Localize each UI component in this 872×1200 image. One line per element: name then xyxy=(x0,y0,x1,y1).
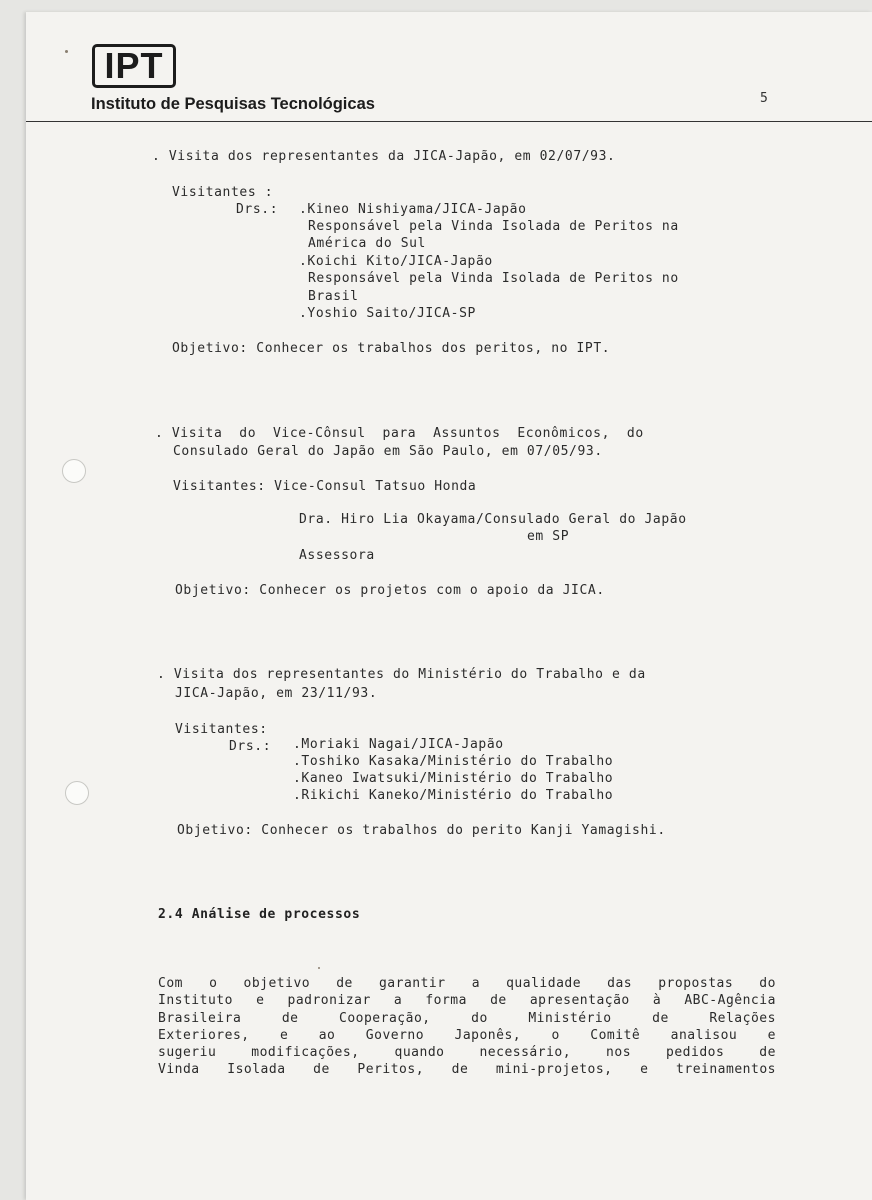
paragraph-word: Japonês, xyxy=(454,1028,522,1043)
paragraph-word: necessário, xyxy=(479,1045,572,1060)
paragraph-word: de xyxy=(759,1045,776,1060)
paragraph-line xyxy=(158,1011,776,1029)
paragraph-line xyxy=(158,993,776,1011)
paragraph-word: de xyxy=(336,976,353,991)
paragraph-word: mini-projetos, xyxy=(495,1062,613,1077)
paragraph-word: analisou xyxy=(670,1028,738,1043)
paragraph-word: Vinda xyxy=(158,1062,200,1077)
paragraph-word: Exteriores, xyxy=(158,1028,250,1043)
paragraph-word: Instituto xyxy=(158,993,233,1008)
paragraph-word: do xyxy=(471,1011,488,1026)
visit2-title-line1: . Visita do Vice-Cônsul para Assuntos Econômicos, do xyxy=(155,426,644,441)
visit1-objective: Objetivo: Conhecer os trabalhos dos peritos, no IPT. xyxy=(172,341,611,356)
paragraph-word: e xyxy=(280,1028,289,1043)
paragraph-word: e xyxy=(640,1062,649,1077)
paragraph-word: à xyxy=(652,993,662,1008)
visit1-visitor-line: Responsável pela Vinda Isolada de Peritos na xyxy=(308,219,679,234)
visit1-visitor-line: Brasil xyxy=(308,289,359,304)
paragraph-word: forma xyxy=(425,993,467,1008)
paragraph-word: e xyxy=(767,1028,776,1043)
visit1-visitor-line: América do Sul xyxy=(308,236,426,251)
visit2-title-line2: Consulado Geral do Japão em São Paulo, em 07/05/93. xyxy=(173,444,603,459)
paragraph-word: Relações xyxy=(709,1011,776,1026)
visit3-drs-label: Drs.: xyxy=(229,739,272,754)
paragraph-line xyxy=(158,1062,776,1080)
paragraph-word: Com xyxy=(158,976,183,991)
paragraph-line xyxy=(158,976,776,994)
paragraph-word: de xyxy=(451,1062,469,1077)
visit1-visitors-label: Visitantes : xyxy=(172,185,274,200)
paragraph-line xyxy=(158,1045,776,1063)
paragraph-word: qualidade xyxy=(506,976,582,991)
paragraph-word: Cooperação, xyxy=(339,1011,431,1026)
paragraph-word: ao xyxy=(318,1028,336,1043)
page-number: 5 xyxy=(760,91,768,106)
header-divider xyxy=(26,121,872,122)
visit3-visitor-line: .Rikichi Kaneko/Ministério do Trabalho xyxy=(293,788,614,803)
visit1-visitor-line: Responsável pela Vinda Isolada de Peritos no xyxy=(308,271,679,286)
ipt-logo xyxy=(92,44,176,88)
visit3-visitor-line: .Moriaki Nagai/JICA-Japão xyxy=(293,737,504,752)
visit3-visitor-line: .Toshiko Kasaka/Ministério do Trabalho xyxy=(293,754,614,769)
paragraph-word: Ministério xyxy=(528,1011,612,1026)
paragraph-word: objetivo xyxy=(243,976,311,991)
paragraph-word: sugeriu xyxy=(158,1045,217,1060)
visit2-objective: Objetivo: Conhecer os projetos com o apoio da JICA. xyxy=(175,583,605,598)
paragraph-word: padronizar xyxy=(287,993,371,1008)
paragraph-word: Comitê xyxy=(590,1028,641,1043)
visit3-title-line1: . Visita dos representantes do Ministério do Trabalho e da xyxy=(157,667,646,682)
paragraph-word: Peritos, xyxy=(357,1062,425,1077)
visit3-objective: Objetivo: Conhecer os trabalhos do perito Kanji Yamagishi. xyxy=(177,823,666,838)
punch-hole-top xyxy=(62,459,86,483)
visit2-role: Assessora xyxy=(299,548,375,563)
paragraph-word: nos xyxy=(606,1045,632,1060)
paragraph-word: Governo xyxy=(365,1028,425,1043)
paragraph-word: de xyxy=(313,1062,330,1077)
paragraph-word: ABC-Agência xyxy=(684,993,776,1008)
paragraph-word: das xyxy=(607,976,633,991)
paragraph-word: a xyxy=(393,993,403,1008)
visit3-title-line2: JICA-Japão, em 23/11/93. xyxy=(175,686,378,701)
paragraph-word: treinamentos xyxy=(676,1062,776,1077)
punch-hole-bottom xyxy=(65,781,89,805)
visit1-visitor-line: .Kineo Nishiyama/JICA-Japão xyxy=(299,202,527,217)
visit3-visitors-label: Visitantes: xyxy=(175,722,268,737)
paragraph-word: de xyxy=(490,993,507,1008)
paragraph-word: do xyxy=(759,976,776,991)
paragraph-word: Brasileira xyxy=(158,1011,242,1026)
paragraph-word: propostas xyxy=(658,976,734,991)
visit1-title: . Visita dos representantes da JICA-Japão, em 02/07/93. xyxy=(152,149,616,164)
paragraph-word: pedidos xyxy=(666,1045,725,1060)
paragraph-word: quando xyxy=(394,1045,445,1060)
visit3-visitor-line: .Kaneo Iwatsuki/Ministério do Trabalho xyxy=(293,771,614,786)
visit1-visitor-line: .Yoshio Saito/JICA-SP xyxy=(299,306,476,321)
paper-speck xyxy=(318,967,320,969)
paragraph-word: modificações, xyxy=(251,1045,360,1060)
paragraph-word: o xyxy=(209,976,218,991)
visit2-dra-line2: em SP xyxy=(527,529,570,544)
paragraph-word: apresentação xyxy=(529,993,630,1008)
paragraph-word: Isolada xyxy=(227,1062,286,1077)
visit1-visitor-line: .Koichi Kito/JICA-Japão xyxy=(299,254,493,269)
paragraph-word: de xyxy=(652,1011,669,1026)
institution-name: Instituto de Pesquisas Tecnológicas xyxy=(91,95,375,113)
paragraph-word: e xyxy=(256,993,265,1008)
logo-text: IPT xyxy=(104,45,164,86)
paragraph-word: o xyxy=(551,1028,560,1043)
paragraph-word: a xyxy=(471,976,481,991)
paragraph-word: garantir xyxy=(378,976,446,991)
paper-speck xyxy=(65,50,68,53)
visit1-drs-label: Drs.: xyxy=(236,202,279,217)
paragraph-line xyxy=(158,1028,776,1046)
paragraph-word: de xyxy=(281,1011,299,1026)
section-heading: 2.4 Análise de processos xyxy=(158,907,361,922)
visit2-dra-line1: Dra. Hiro Lia Okayama/Consulado Geral do Japão xyxy=(299,512,687,527)
visit2-visitors-line: Visitantes: Vice-Consul Tatsuo Honda xyxy=(173,479,477,494)
